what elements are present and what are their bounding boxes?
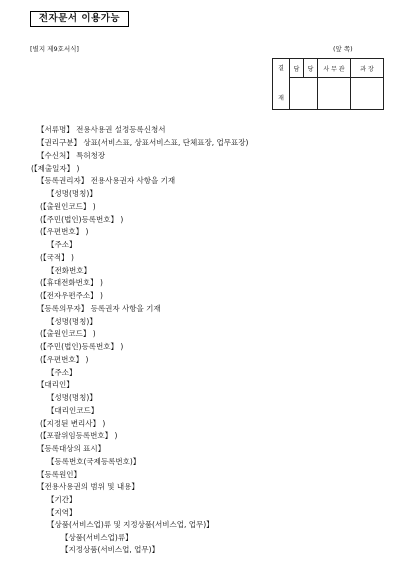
form-line: (【제출일자】 ) — [31, 164, 80, 173]
form-line: 【서류명】 전용사용권 설정등록신청서 — [37, 125, 166, 134]
form-line: 【성명(명칭)】 — [47, 393, 97, 402]
form-line: 【성명(명칭)】 — [47, 189, 97, 198]
form-line: (【국적】 ) — [40, 253, 74, 262]
approval-header-2: 당 — [304, 59, 318, 78]
form-line: 【등록권리자】 전용사용권자 사항을 기재 — [37, 176, 176, 185]
form-line: (【출원인코드】 ) — [40, 329, 96, 338]
form-line: 【수신처】 특허청장 — [37, 151, 106, 160]
form-line: 【상품(서비스업)류 및 지정상품(서비스업, 업무)】 — [47, 520, 214, 529]
form-line: 【등록번호(국제등록번호)】 — [47, 457, 141, 466]
form-line: 【등록대상의 표시】 — [37, 444, 106, 453]
form-line: 【성명(명칭)】 — [47, 317, 97, 326]
form-line: (【우편번호】 ) — [40, 227, 89, 236]
form-line: 【전용사용권의 범위 및 내용】 — [37, 482, 139, 491]
form-line: 【주소】 — [47, 240, 77, 249]
form-line: (【지정된 변리사】 ) — [40, 419, 106, 428]
form-line: (【주민(법인)등록번호】 ) — [40, 215, 124, 224]
approval-label-bottom: 재 — [278, 95, 284, 102]
form-number: [별지 제9호서식] — [30, 45, 79, 53]
form-line: 【대리인코드】 — [47, 406, 99, 415]
form-line: 【등록의무자】 등록권자 사항을 기재 — [37, 304, 161, 313]
form-line: 【대리인】 — [37, 380, 74, 389]
form-line: 【전화번호】 — [47, 266, 91, 275]
form-line: 【주소】 — [47, 368, 77, 377]
page-side-label: (앞 쪽) — [333, 45, 353, 53]
electronic-document-stamp: 전자문서 이용가능 — [30, 11, 129, 27]
form-line: 【등록원인】 — [37, 470, 81, 479]
approval-label-top: 결 — [278, 65, 284, 72]
approval-header-officer: 사 무 관 — [318, 59, 351, 78]
form-line: 【지정상품(서비스업, 업무)】 — [61, 545, 160, 554]
form-line: (【포괄위임등록번호】 ) — [40, 431, 118, 440]
form-line: 【지역】 — [47, 508, 77, 517]
form-line: 【권리구분】 상표(서비스표, 상표서비스표, 단체표장, 업무표장) — [37, 138, 249, 147]
approval-header-1: 담 — [290, 59, 304, 78]
form-line: (【휴대전화번호】 ) — [40, 278, 103, 287]
form-line: (【우편번호】 ) — [40, 355, 89, 364]
form-line: 【상품(서비스업)류】 — [61, 533, 133, 542]
form-line: (【주민(법인)등록번호】 ) — [40, 342, 124, 351]
form-line: 【기간】 — [47, 495, 77, 504]
form-line: (【전자우편주소】 ) — [40, 291, 103, 300]
form-line: (【출원인코드】 ) — [40, 202, 96, 211]
approval-header-chief: 과 장 — [351, 59, 384, 78]
